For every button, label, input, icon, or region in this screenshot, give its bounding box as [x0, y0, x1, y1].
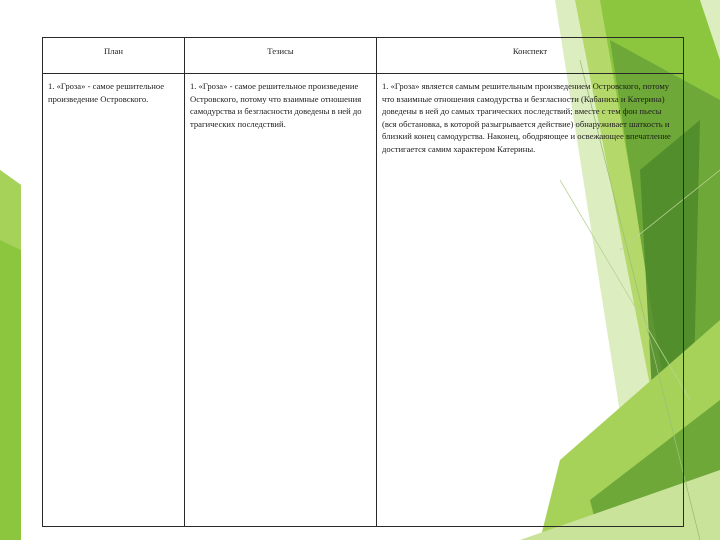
left-accent-shade: [0, 170, 21, 250]
header-summary: Конспект: [377, 38, 684, 74]
notes-table: [42, 37, 684, 527]
header-plan: План: [43, 38, 185, 74]
table-row: [43, 74, 684, 527]
cell-plan: 1. «Гроза» - самое решительное произведение Островского.: [43, 74, 185, 527]
cell-summary: 1. «Гроза» является самым решительным произведением Островского, потому что взаимные отношения самодурства и безгласности (Кабаниха и Катерина) доведены в ней до самых трагических последствий; вместе с тем фон пьесы (вся обстановка, в которой разыгрывается действие) обнаруживает шаткость и близкий конец самодурства. Наконец, ободряющее и освежающее впечатление достигается самим характером Катерины.: [377, 74, 684, 527]
cell-theses: 1. «Гроза» - самое решительное произведение Островского, потому что взаимные отношения самодурства и безгласности доведены в ней до трагических последствий.: [185, 74, 377, 527]
notes-table-container: [42, 37, 684, 527]
table-header-row: [43, 38, 684, 74]
header-theses: Тезисы: [185, 38, 377, 74]
